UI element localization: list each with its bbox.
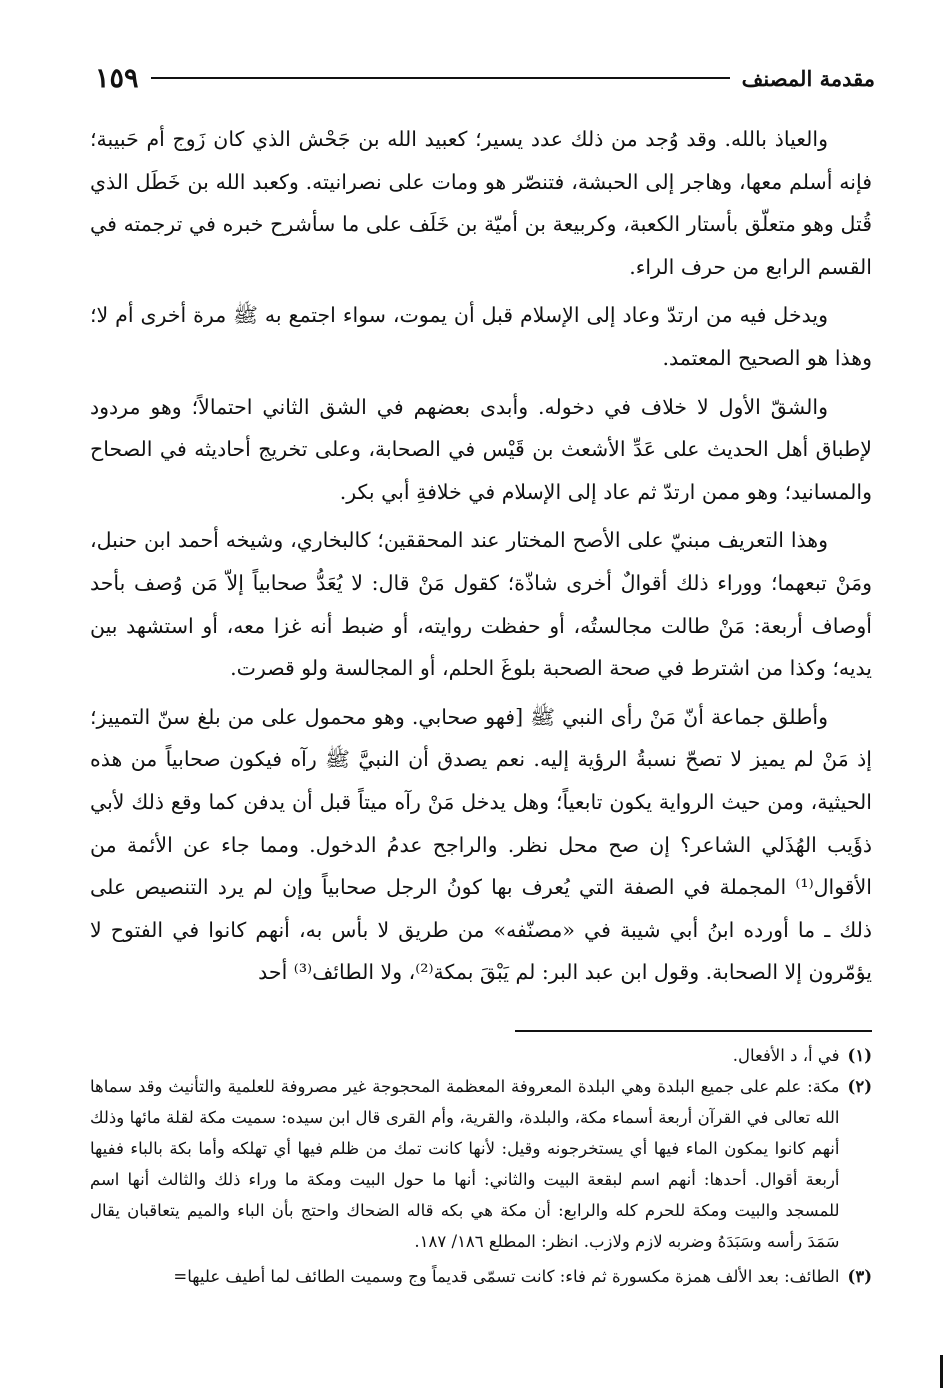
scan-edge-mark <box>940 1355 943 1388</box>
footnote-number: (٢) <box>847 1077 872 1096</box>
main-text <box>90 118 872 994</box>
footnote-text: الطائف: بعد الألف همزة مكسورة ثم فاء: كانت تسمّى قديماً وج وسميت الطائف لما أطيف عليها= <box>173 1267 840 1286</box>
footnote-2 <box>90 1071 872 1257</box>
page-number: ١٥٩ <box>95 62 139 94</box>
section-title: مقدمة المصنف <box>741 65 875 91</box>
footnote-3 <box>90 1261 872 1292</box>
footnote-1 <box>90 1040 872 1071</box>
footnote-text: في أ، د الأفعال. <box>732 1046 840 1065</box>
paragraph: وأطلق جماعة أنّ مَنْ رأى النبي ﷺ [فهو صحابي. وهو محمول على من بلغ سنّ التمييز؛ إذ مَنْ لم يميز لا تصحّ نسبةُ الرؤية إليه. نعم يصدق أن النبيَّ ﷺ رآه فيكون صحابياً من هذه الحيثية، ومن حيث الرواية يكون تابعياً؛ وهل يدخل مَنْ رآه ميتاً قبل أن يدفن كما وقع ذلك لأبي ذؤَيب الهُذَلي الشاعر؟ إن صح محل نظر. والراجح عدمُ الدخول. ومما جاء عن الأئمة من الأقوال⁽¹⁾ المجملة في الصفة التي يُعرف بها كونُ الرجل صحابياً وإن لم يرد التنصيص على ذلك ـ ما أورده ابنُ أبي شيبة في «مصنّفه» من طريق لا بأس به، أنهم كانوا في الفتوح لا يؤمّرون إلا الصحابة. وقول ابن عبد البر: لم يَبْقَ بمكة⁽²⁾، ولا الطائف⁽³⁾ أحد <box>90 704 872 985</box>
header-rule <box>151 77 730 79</box>
footnotes <box>90 1040 872 1292</box>
footnote-separator <box>515 1030 872 1032</box>
footnote-number: (١) <box>847 1046 872 1065</box>
paragraph: وهذا التعريف مبنيّ على الأصح المختار عند المحققين؛ كالبخاري، وشيخه أحمد ابن حنبل، ومَنْ تبعهما؛ ووراء ذلك أقوالٌ أخرى شاذّة؛ كقول مَنْ قال: لا يُعَدُّ صحابياً إلاّ مَن وُصف بأحد أوصاف أربعة: مَنْ طالت مجالستُه، أو حفظت روايته، أو ضبط أنه غزا معه، أو استشهد بين يديه؛ وكذا من اشترط في صحة الصحبة بلوغَ الحلم، أو المجالسة ولو قصرت. <box>90 528 872 681</box>
footnote-text: مكة: علم على جميع البلدة وهي البلدة المعروفة المعظمة المحجوجة غير مصروفة للعلمية والتأنيث وقد سماها الله تعالى في القرآن أربعة أسماء مكة، والبلدة، والقرية، وأم القرى قال ابن سيده: سميت مكة لقلة مائها وذلك أنهم كانوا يمكون الماء فيها أي يستخرجونه وقيل: لأنها كانت تمك من ظلم فيها أي تهلكه وأما بكة بالباء ففيها أربعة أقوال. أحدها: أنهم اسم لبقعة البيت والثاني: أنها ما حول البيت ومكة ما وراء ذلك والثالث أنها اسم للمسجد والبيت ومكة للحرم كله والرابع: أن مكة هي بكه قاله الضحاك واحتج بأن الباء والميم يتعاقبان يقال سَمَدَ رأسه وسَبَدَهُ وضربه لازم ولازب. انظر: المطلع ١٨٦/ ١٨٧. <box>90 1077 840 1251</box>
footnote-number: (٣) <box>847 1267 872 1286</box>
paragraph: ويدخل فيه من ارتدّ وعاد إلى الإسلام قبل أن يموت، سواء اجتمع به ﷺ مرة أخرى أم لا؛ وهذا هو الصحيح المعتمد. <box>90 303 872 370</box>
page-header <box>95 58 875 98</box>
paragraph: والعياذ بالله. وقد وُجد من ذلك عدد يسير؛ كعبيد الله بن جَحْش الذي كان زَوج أم حَبيبة؛ فإنه أسلم معها، وهاجر إلى الحبشة، فتنصّر هو ومات على نصرانيته. وكعبد الله بن خَطَل الذي قُتل وهو متعلّق بأستار الكعبة، وكربيعة بن أميّة بن خَلَف على ما سأشرح خبره في ترجمته في القسم الرابع من حرف الراء. <box>90 127 872 279</box>
paragraph: والشقّ الأول لا خلاف في دخوله. وأبدى بعضهم في الشق الثاني احتمالاً؛ وهو مردود لإطباق أهل الحديث على عَدِّ الأشعث بن قَيْس في الصحابة، وعلى تخريج أحاديثه في الصحاح والمسانيد؛ وهو ممن ارتدّ ثم عاد إلى الإسلام في خلافةِ أبي بكر. <box>90 394 872 504</box>
